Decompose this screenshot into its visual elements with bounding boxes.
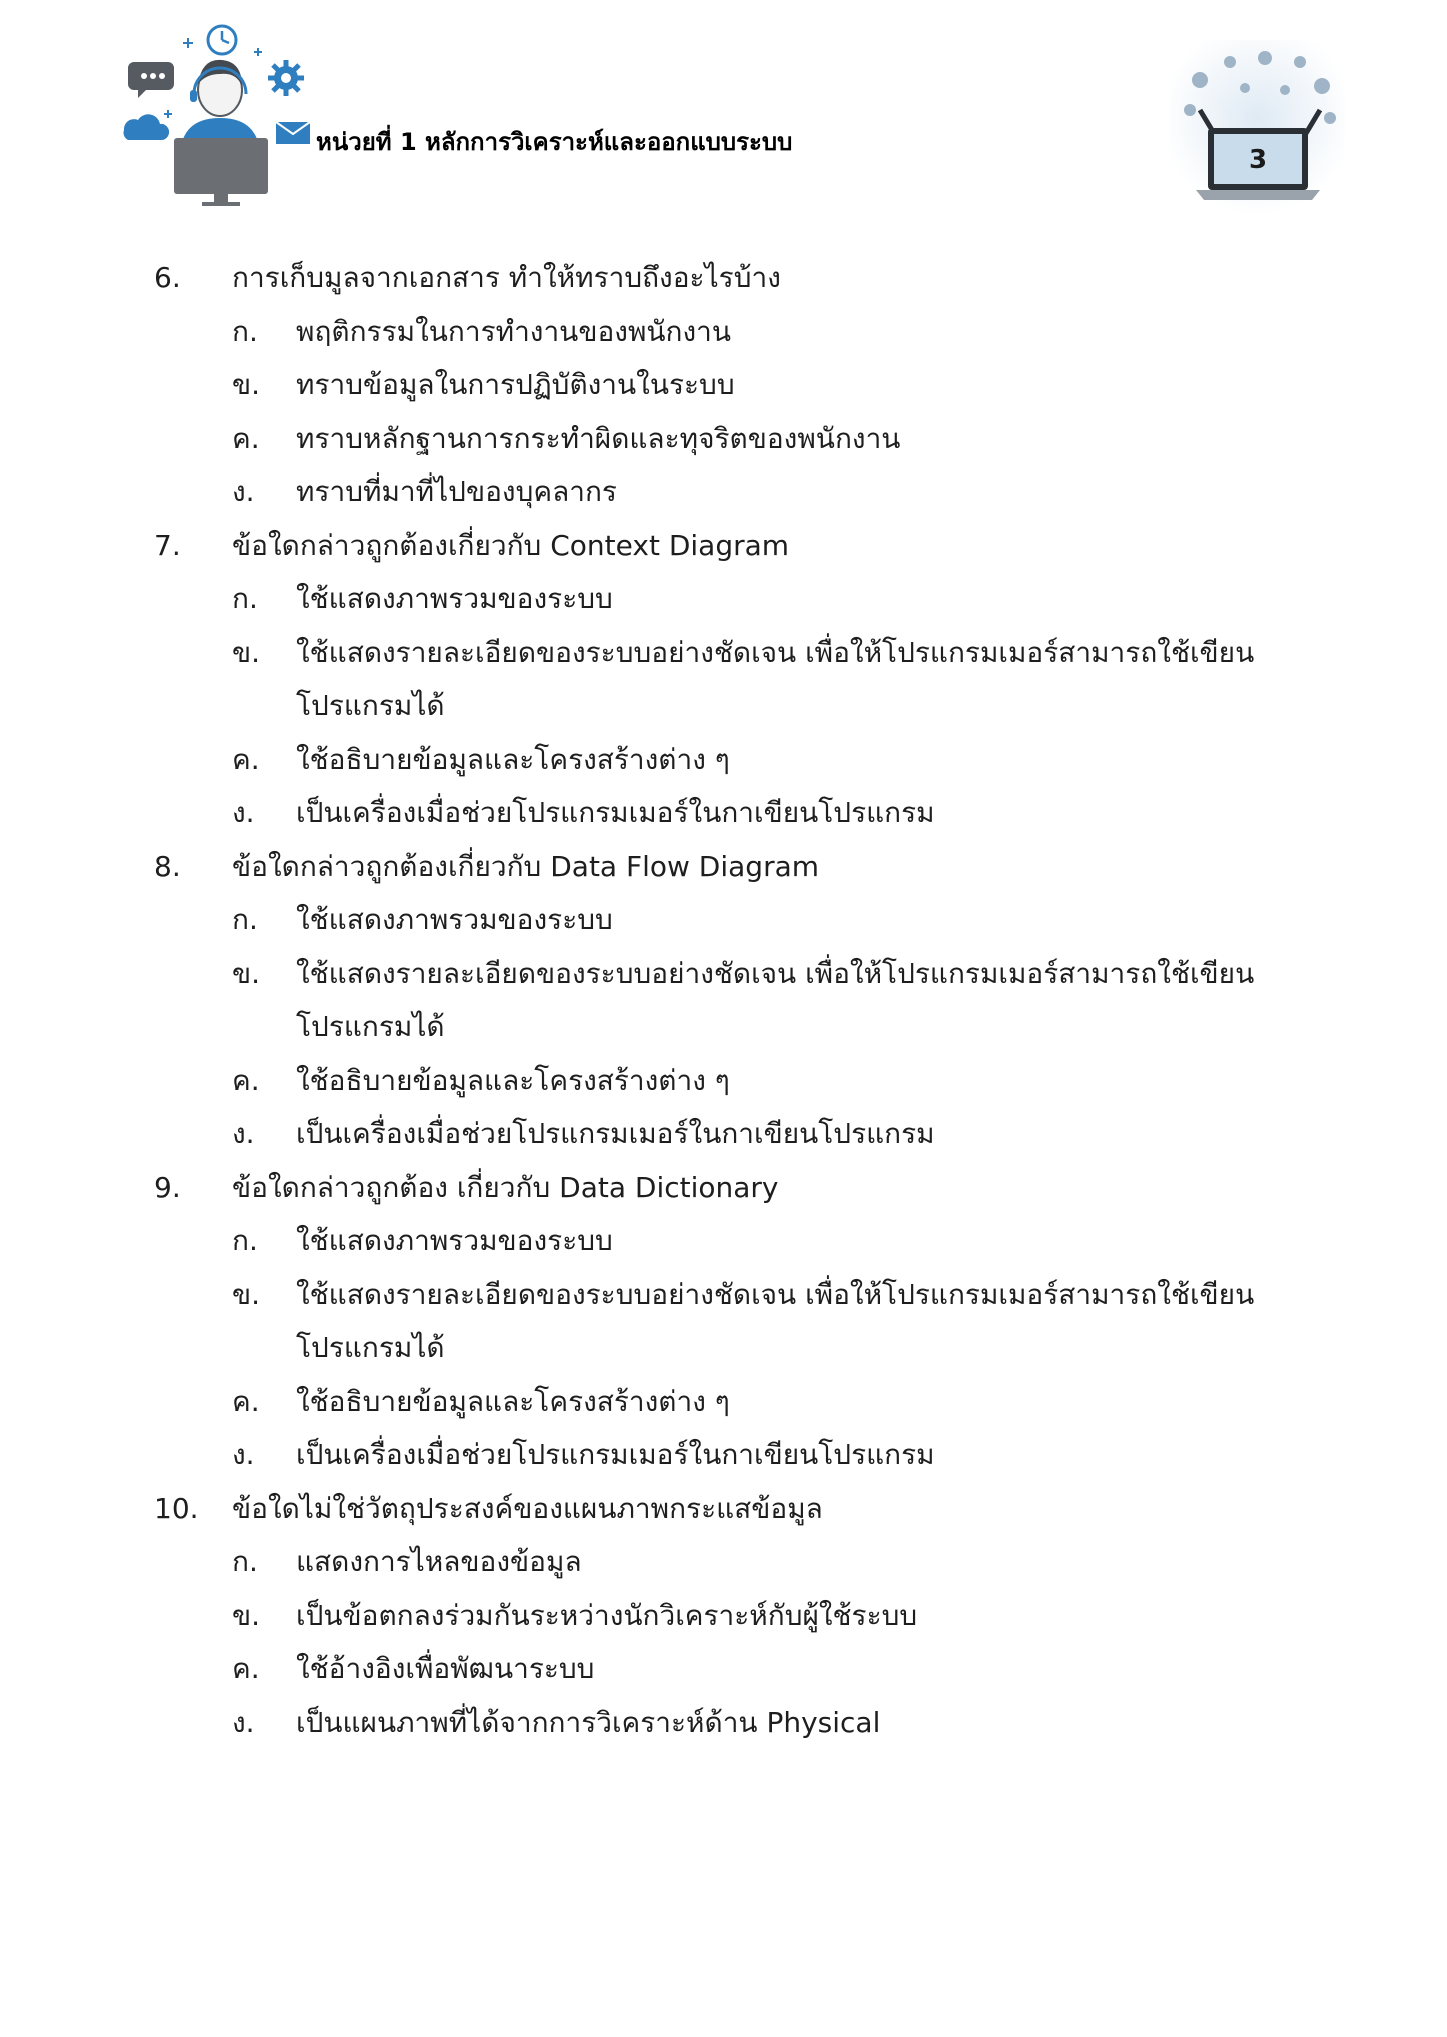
option-text: ใช้อธิบายข้อมูลและโครงสร้างต่าง ๆ <box>296 1384 730 1418</box>
unit-title: หน่วยที่ 1 หลักการวิเคราะห์และออกแบบระบบ <box>316 128 793 156</box>
question-number: 6. <box>154 261 181 294</box>
option-text: ใช้อ้างอิงเพื่อพัฒนาระบบ <box>296 1652 595 1685</box>
option-text: เป็นข้อตกลงร่วมกันระหว่างนักวิเคราะห์กับผู้ใช้ระบบ <box>296 1598 918 1632</box>
laptop-network-illustration <box>1170 40 1345 215</box>
option-letter: ข. <box>232 1277 261 1311</box>
option-letter: ข. <box>232 368 261 401</box>
option-letter: ง. <box>232 475 255 508</box>
support-operator-illustration <box>118 18 318 208</box>
option-text: ใช้แสดงภาพรวมของระบบ <box>296 582 613 615</box>
option-letter: ก. <box>232 1545 258 1578</box>
question-text: ข้อใดกล่าวถูกต้องเกี่ยวกับ Data Flow Diagram <box>232 849 820 883</box>
option-text: ใช้อธิบายข้อมูลและโครงสร้างต่าง ๆ <box>296 742 730 776</box>
option-letter: ง. <box>232 1117 255 1150</box>
badge-number: 3 <box>1248 145 1268 175</box>
option-text: ใช้แสดงรายละเอียดของระบบอย่างชัดเจน เพื่อให้โปรแกรมเมอร์สามารถใช้เขียน <box>296 635 1255 669</box>
option-letter: ก. <box>232 314 258 348</box>
option-letter: ข. <box>232 635 261 669</box>
question-text: การเก็บมูลจากเอกสาร ทำให้ทราบถึงอะไรบ้าง <box>232 261 781 294</box>
question-number: 9. <box>154 1170 181 1204</box>
option-text-continuation: โปรแกรมได้ <box>296 689 445 722</box>
option-letter: ค. <box>232 1384 260 1418</box>
option-letter: ค. <box>232 1652 260 1685</box>
option-letter: ก. <box>232 1224 258 1257</box>
option-letter: ค. <box>232 421 260 455</box>
question-number: 8. <box>154 849 181 883</box>
option-text: เป็นเครื่องเมื่อช่วยโปรแกรมเมอร์ในกาเขียนโปรแกรม <box>296 1438 935 1471</box>
option-text: ใช้แสดงรายละเอียดของระบบอย่างชัดเจน เพื่อให้โปรแกรมเมอร์สามารถใช้เขียน <box>296 956 1255 990</box>
option-letter: ง. <box>232 1705 255 1739</box>
option-text-continuation: โปรแกรมได้ <box>296 1010 445 1043</box>
option-text: พฤติกรรมในการทำงานของพนักงาน <box>296 314 732 348</box>
option-letter: ค. <box>232 1063 260 1097</box>
option-text: ใช้แสดงภาพรวมของระบบ <box>296 1224 613 1257</box>
option-letter: ก. <box>232 903 258 936</box>
option-letter: ข. <box>232 956 261 990</box>
option-letter: ง. <box>232 796 255 829</box>
option-letter: ก. <box>232 582 258 615</box>
option-letter: ค. <box>232 742 260 776</box>
question-text: ข้อใดไม่ใช่วัตถุประสงค์ของแผนภาพกระแสข้อมูล <box>232 1491 823 1525</box>
question-text: ข้อใดกล่าวถูกต้อง เกี่ยวกับ Data Dictionary <box>232 1170 779 1204</box>
option-text: ใช้แสดงภาพรวมของระบบ <box>296 903 613 936</box>
option-letter: ข. <box>232 1598 261 1632</box>
option-text: เป็นเครื่องเมื่อช่วยโปรแกรมเมอร์ในกาเขียนโปรแกรม <box>296 1117 935 1150</box>
option-text: เป็นแผนภาพที่ได้จากการวิเคราะห์ด้าน Physical <box>296 1705 881 1739</box>
question-text: ข้อใดกล่าวถูกต้องเกี่ยวกับ Context Diagram <box>232 528 790 562</box>
option-text: ใช้แสดงรายละเอียดของระบบอย่างชัดเจน เพื่อให้โปรแกรมเมอร์สามารถใช้เขียน <box>296 1277 1255 1311</box>
option-text: ทราบหลักฐานการกระทำผิดและทุจริตของพนักงาน <box>296 421 901 455</box>
option-text: ทราบที่มาที่ไปของบุคลากร <box>296 475 617 508</box>
question-number: 7. <box>154 528 181 562</box>
option-text: เป็นเครื่องเมื่อช่วยโปรแกรมเมอร์ในกาเขียนโปรแกรม <box>296 796 935 829</box>
question-number: 10. <box>154 1491 199 1525</box>
option-letter: ง. <box>232 1438 255 1471</box>
option-text-continuation: โปรแกรมได้ <box>296 1331 445 1364</box>
option-text: ใช้อธิบายข้อมูลและโครงสร้างต่าง ๆ <box>296 1063 730 1097</box>
option-text: แสดงการไหลของข้อมูล <box>296 1545 582 1578</box>
option-text: ทราบข้อมูลในการปฏิบัติงานในระบบ <box>296 368 735 401</box>
